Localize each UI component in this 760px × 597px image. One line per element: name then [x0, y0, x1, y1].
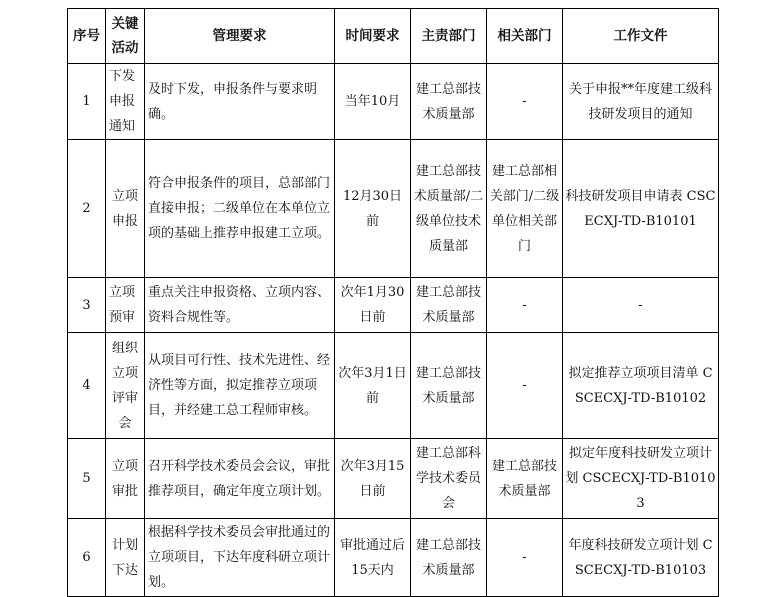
cell-no: 3 — [68, 278, 106, 333]
cell-no: 5 — [68, 439, 106, 519]
cell-time: 次年3月1日前 — [335, 333, 411, 439]
cell-docs: 年度科技研发立项计划 CSCECXJ-TD-B10103 — [563, 519, 719, 597]
table-row — [68, 140, 719, 278]
cell-time: 审批通过后15天内 — [335, 519, 411, 597]
cell-owner: 建工总部技术质量部 — [411, 333, 487, 439]
cell-related: - — [487, 333, 563, 439]
header-time: 时间要求 — [335, 9, 411, 64]
table-row — [68, 64, 719, 140]
cell-docs: 关于申报**年度建工级科技研发项目的通知 — [563, 64, 719, 140]
table-row — [68, 519, 719, 597]
header-requirement: 管理要求 — [145, 9, 335, 64]
cell-docs: 拟定年度科技研发立项计划 CSCECXJ-TD-B10103 — [563, 439, 719, 519]
cell-time: 次年3月15日前 — [335, 439, 411, 519]
cell-requirement: 重点关注申报资格、立项内容、资料合规性等。 — [145, 278, 335, 333]
table-row — [68, 439, 719, 519]
cell-time: 当年10月 — [335, 64, 411, 140]
cell-owner: 建工总部技术质量部 — [411, 519, 487, 597]
cell-owner: 建工总部技术质量部 — [411, 64, 487, 140]
cell-requirement: 从项目可行性、技术先进性、经济性等方面，拟定推荐立项项目，并经建工总工程师审核。 — [145, 333, 335, 439]
cell-time: 12月30日前 — [335, 140, 411, 278]
cell-owner: 建工总部科学技术委员会 — [411, 439, 487, 519]
cell-related: - — [487, 519, 563, 597]
cell-requirement: 及时下发，申报条件与要求明确。 — [145, 64, 335, 140]
cell-owner: 建工总部技术质量部 — [411, 278, 487, 333]
cell-activity: 立项审批 — [106, 439, 145, 519]
cell-owner: 建工总部技术质量部/二级单位技术质量部 — [411, 140, 487, 278]
cell-docs: 科技研发项目申请表 CSCECXJ-TD-B10101 — [563, 140, 719, 278]
cell-no: 4 — [68, 333, 106, 439]
cell-docs: 拟定推荐立项项目清单 CSCECXJ-TD-B10102 — [563, 333, 719, 439]
cell-no: 2 — [68, 140, 106, 278]
cell-related: 建工总部技术质量部 — [487, 439, 563, 519]
table-row — [68, 333, 719, 439]
cell-docs: - — [563, 278, 719, 333]
cell-requirement: 根据科学技术委员会审批通过的立项项目，下达年度科研立项计划。 — [145, 519, 335, 597]
cell-activity: 下发申报通知 — [106, 64, 145, 140]
cell-activity: 立项预审 — [106, 278, 145, 333]
cell-related: - — [487, 278, 563, 333]
cell-activity: 组织立项评审会 — [106, 333, 145, 439]
cell-no: 6 — [68, 519, 106, 597]
cell-activity: 立项申报 — [106, 140, 145, 278]
cell-activity: 计划下达 — [106, 519, 145, 597]
table-row — [68, 278, 719, 333]
cell-related: 建工总部相关部门/二级单位相关部门 — [487, 140, 563, 278]
cell-time: 次年1月30日前 — [335, 278, 411, 333]
header-owner: 主责部门 — [411, 9, 487, 64]
header-related: 相关部门 — [487, 9, 563, 64]
cell-requirement: 符合申报条件的项目，总部部门直接申报；二级单位在本单位立项的基础上推荐申报建工立项。 — [145, 140, 335, 278]
header-no: 序号 — [68, 9, 106, 64]
process-table — [67, 8, 719, 597]
header-docs: 工作文件 — [563, 9, 719, 64]
header-activity: 关键活动 — [106, 9, 145, 64]
header-row — [68, 9, 719, 64]
cell-no: 1 — [68, 64, 106, 140]
cell-related: - — [487, 64, 563, 140]
cell-requirement: 召开科学技术委员会会议，审批推荐项目，确定年度立项计划。 — [145, 439, 335, 519]
